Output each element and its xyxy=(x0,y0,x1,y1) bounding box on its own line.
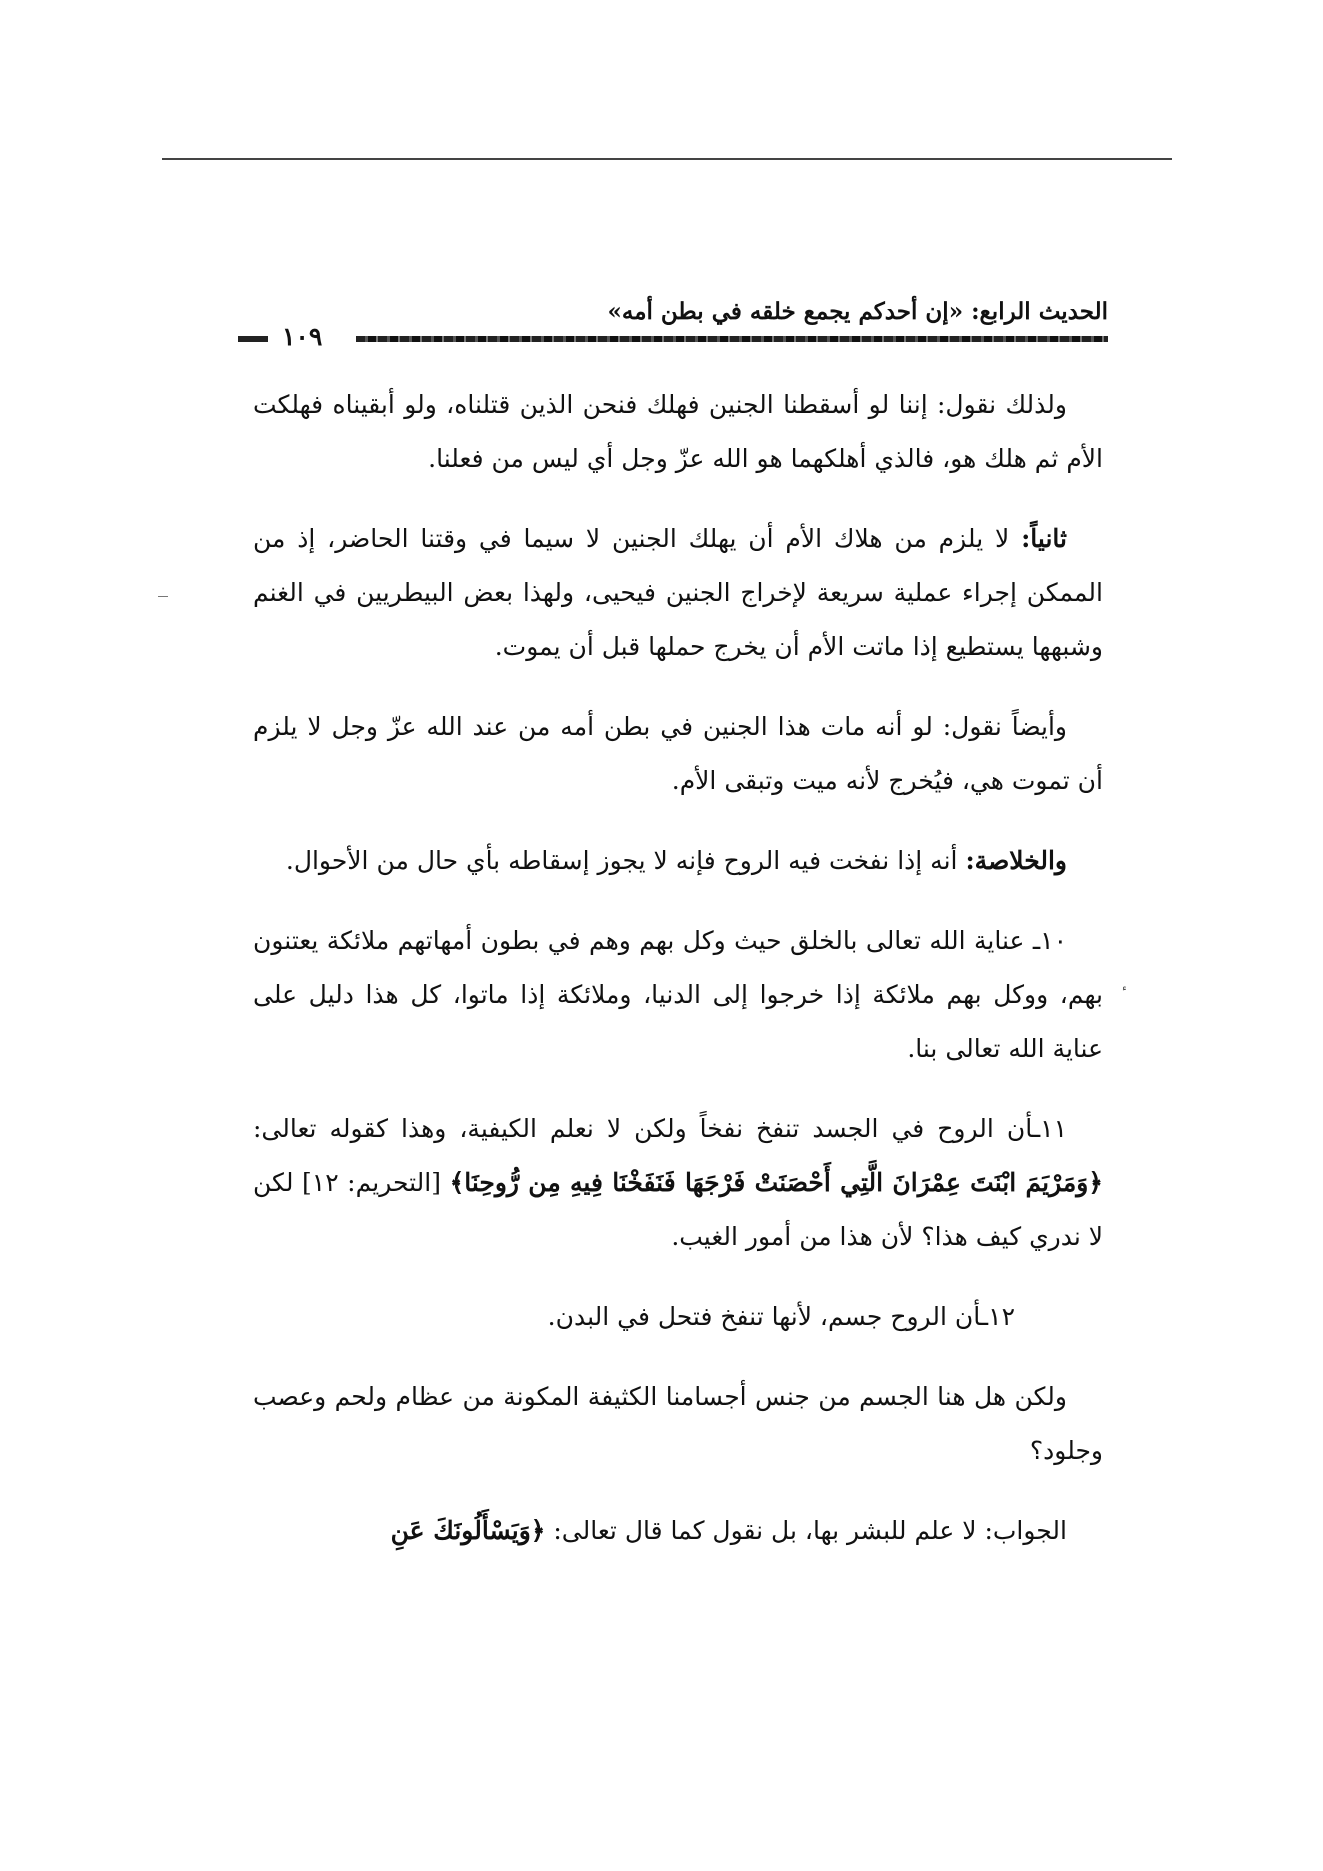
top-rule xyxy=(162,158,1172,160)
body-text xyxy=(253,378,1103,1584)
paragraph xyxy=(253,1504,1103,1558)
paragraph-text: ولكن هل هنا الجسم من جنس أجسامنا الكثيفة المكونة من عظام ولحم وعصب وجلود؟ xyxy=(253,1382,1103,1465)
paragraph-text: ١٠ـ عناية الله تعالى بالخلق حيث وكل بهم وهم في بطون أمهاتهم ملائكة يعتنون بهم، ووكل بهم ملائكة إذا خرجوا إلى الدنيا، وملائكة إذا ماتوا، كل هذا دليل على عناية الله تعالى بنا. xyxy=(253,926,1103,1063)
header-rule-end xyxy=(238,336,268,342)
paragraph-text: أنه إذا نفخت فيه الروح فإنه لا يجوز إسقاطه بأي حال من الأحوال. xyxy=(285,846,966,875)
paragraph xyxy=(253,834,1103,888)
paragraph xyxy=(253,700,1103,808)
paragraph-text: ولذلك نقول: إننا لو أسقطنا الجنين فهلك فنحن الذين قتلناه، ولو أبقيناه فهلكت الأم ثم هلك هو، فالذي أهلكهما هو الله عزّ وجل أي ليس من فعلنا. xyxy=(253,390,1103,473)
quran-verse: ﴿وَمَرْيَمَ ابْنَتَ عِمْرَانَ الَّتِي أَحْصَنَتْ فَرْجَهَا فَنَفَخْنَا فِيهِ مِن رُّوحِنَا﴾ xyxy=(449,1168,1103,1197)
paragraph-text: [التحريم: ١٢] لكن لا ندري كيف هذا؟ لأن هذا من أمور الغيب. xyxy=(253,1168,1103,1251)
paragraph xyxy=(253,1290,1103,1344)
paragraph xyxy=(253,1102,1103,1264)
paragraph-lead: والخلاصة: xyxy=(965,846,1067,875)
running-title: الحديث الرابع: «إن أحدكم يجمع خلقه في بطن أمه» xyxy=(607,298,1108,325)
paragraph-lead: ثانياً: xyxy=(1021,524,1067,553)
paragraph-text: لا يلزم من هلاك الأم أن يهلك الجنين لا سيما في وقتنا الحاضر، إذ من الممكن إجراء عملية سريعة لإخراج الجنين فيحيى، ولهذا بعض البيطريين في الغنم وشبهها يستطيع إذا ماتت الأم أن يخرج حملها قبل أن يموت. xyxy=(253,524,1103,661)
quran-verse: ﴿وَيَسْأَلُونَكَ عَنِ xyxy=(390,1516,546,1545)
paragraph xyxy=(253,512,1103,674)
paragraph-text: وأيضاً نقول: لو أنه مات هذا الجنين في بطن أمه من عند الله عزّ وجل لا يلزم أن تموت هي، فيُخرج لأنه ميت وتبقى الأم. xyxy=(253,712,1103,795)
paragraph xyxy=(253,914,1103,1076)
header-rule xyxy=(356,336,1108,342)
margin-mark xyxy=(158,596,168,597)
paragraph xyxy=(253,1370,1103,1478)
paragraph-text: ١١ـأن الروح في الجسد تنفخ نفخاً ولكن لا نعلم الكيفية، وهذا كقوله تعالى: xyxy=(253,1114,1067,1143)
page-number: ١٠٩ xyxy=(282,322,323,351)
page-header xyxy=(238,298,1108,351)
paragraph-text: ١٢ـأن الروح جسم، لأنها تنفخ فتحل في البدن. xyxy=(547,1302,1015,1331)
paragraph xyxy=(253,378,1103,486)
paragraph-text: الجواب: لا علم للبشر بها، بل نقول كما قال تعالى: xyxy=(545,1516,1067,1545)
